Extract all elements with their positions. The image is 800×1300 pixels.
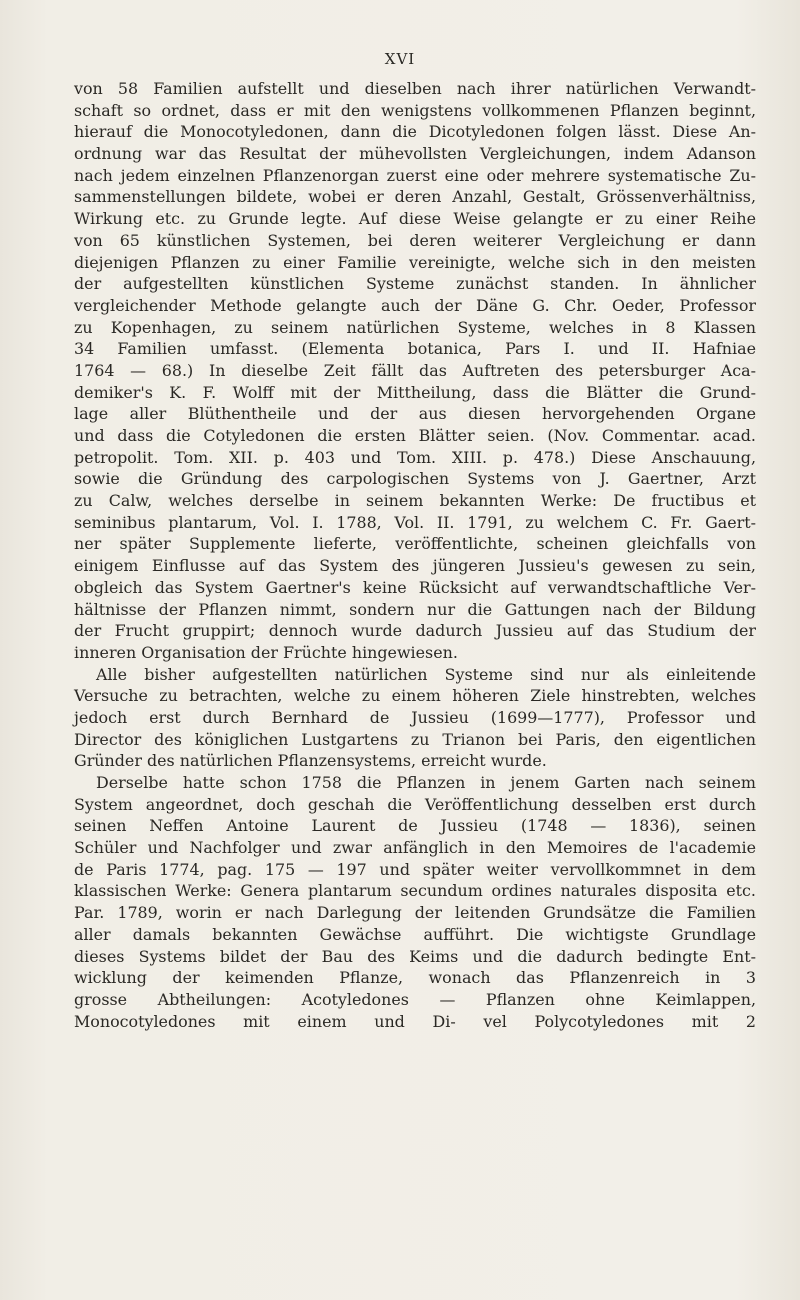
text-line: grosse Abtheilungen: Acotyledones — Pflanzen ohne Keimlappen, (74, 989, 756, 1009)
text-line: vergleichender Methode gelangte auch der Däne G. Chr. Oeder, Professor (74, 295, 756, 315)
text-line: dieses Systems bildet der Bau des Keims und die dadurch bedingte Ent- (74, 946, 756, 966)
text-line: von 65 künstlichen Systemen, bei deren weiterer Vergleichung er dann (74, 230, 756, 250)
text-line: Versuche zu betrachten, welche zu einem höheren Ziele hinstrebten, welches (74, 686, 756, 706)
text-line: obgleich das System Gaertner's keine Rücksicht auf verwandtschaftliche Ver- (74, 577, 756, 597)
text-line: von 58 Familien aufstellt und dieselben nach ihrer natürlichen Verwandt- (74, 79, 756, 98)
text-line: Director des königlichen Lustgartens zu Trianon bei Paris, den eigentlichen (74, 729, 756, 749)
text-line: Gründer des natürlichen Pflanzensystems, erreicht wurde. (74, 751, 547, 771)
text-line: wicklung der keimenden Pflanze, wonach das Pflanzenreich in 3 (74, 968, 756, 988)
text-line: Alle bisher aufgestellten natürlichen Systeme sind nur als einleitende (96, 664, 756, 684)
text-line: Wirkung etc. zu Grunde legte. Auf diese Weise gelangte er zu einer Reihe (74, 209, 756, 229)
text-line: hältnisse der Pflanzen nimmt, sondern nur die Gattungen nach der Bildung (74, 599, 756, 619)
text-line: Schüler und Nachfolger und zwar anfänglich in den Memoires de l'academie (74, 838, 756, 858)
text-line: einigem Einflusse auf das System des jüngeren Jussieu's gewesen zu sein, (74, 556, 756, 576)
text-line: klassischen Werke: Genera plantarum secundum ordines naturales disposita etc. (74, 881, 756, 901)
page-number: XVI (384, 50, 416, 68)
text-line: der aufgestellten künstlichen Systeme zunächst standen. In ähnlicher (74, 274, 756, 294)
text-line: schaft so ordnet, dass er mit den wenigstens vollkommenen Pflanzen beginnt, (74, 100, 756, 120)
text-line: nach jedem einzelnen Pflanzenorgan zuerst eine oder mehrere systematische Zu- (74, 165, 756, 185)
text-line: demiker's K. F. Wolff mit der Mittheilung, dass die Blätter die Grund- (74, 382, 756, 402)
text-line: 34 Familien umfasst. (Elementa botanica, Pars I. und II. Hafniae (74, 339, 756, 359)
text-line: hierauf die Monocotyledonen, dann die Dicotyledonen folgen lässt. Diese An- (74, 122, 756, 142)
text-line: inneren Organisation der Früchte hingewiesen. (74, 642, 458, 662)
text-line: ner später Supplemente lieferte, veröffentlichte, scheinen gleichfalls von (74, 534, 756, 554)
text-line: 1764 — 68.) In dieselbe Zeit fällt das Auftreten des petersburger Aca- (74, 360, 756, 380)
text-line: seminibus plantarum, Vol. I. 1788, Vol. II. 1791, zu welchem C. Fr. Gaert- (74, 512, 756, 532)
text-line: ordnung war das Resultat der mühevollsten Vergleichungen, indem Adanson (74, 144, 756, 164)
text-line: zu Kopenhagen, zu seinem natürlichen Systeme, welches in 8 Klassen (74, 317, 756, 337)
text-line: aller damals bekannten Gewächse aufführt. Die wichtigste Grundlage (74, 924, 756, 944)
text-line: jedoch erst durch Bernhard de Jussieu (1699—1777), Professor und (74, 707, 756, 727)
text-line: lage aller Blüthentheile und der aus diesen hervorgehenden Organe (74, 404, 756, 424)
text-line: zu Calw, welches derselbe in seinem bekannten Werke: De fructibus et (74, 491, 756, 511)
text-line: Par. 1789, worin er nach Darlegung der leitenden Grundsätze die Familien (74, 903, 756, 923)
text-line: Monocotyledones mit einem und Di- vel Polycotyledones mit 2 (74, 1011, 756, 1031)
text-line: diejenigen Pflanzen zu einer Familie vereinigte, welche sich in den meisten (74, 252, 756, 272)
text-line: Derselbe hatte schon 1758 die Pflanzen in jenem Garten nach seinem (96, 773, 756, 792)
text-line: petropolit. Tom. XII. p. 403 und Tom. XIII. p. 478.) Diese Anschauung, (74, 447, 756, 467)
text-line: und dass die Cotyledonen die ersten Blätter seien. (Nov. Commentar. acad. (74, 426, 756, 445)
text-line: sammenstellungen bildete, wobei er deren Anzahl, Gestalt, Grössenverhältniss, (74, 187, 756, 207)
text-line: de Paris 1774, pag. 175 — 197 und später weiter vervollkommnet in dem (74, 859, 756, 879)
text-line: sowie die Gründung des carpologischen Systems von J. Gaertner, Arzt (74, 469, 756, 489)
body-text (74, 78, 756, 1032)
text-line: der Frucht gruppirt; dennoch wurde dadurch Jussieu auf das Studium der (74, 621, 756, 641)
text-line: System angeordnet, doch geschah die Veröffentlichung desselben erst durch (74, 794, 756, 814)
text-line: seinen Neffen Antoine Laurent de Jussieu (1748 — 1836), seinen (74, 816, 756, 836)
